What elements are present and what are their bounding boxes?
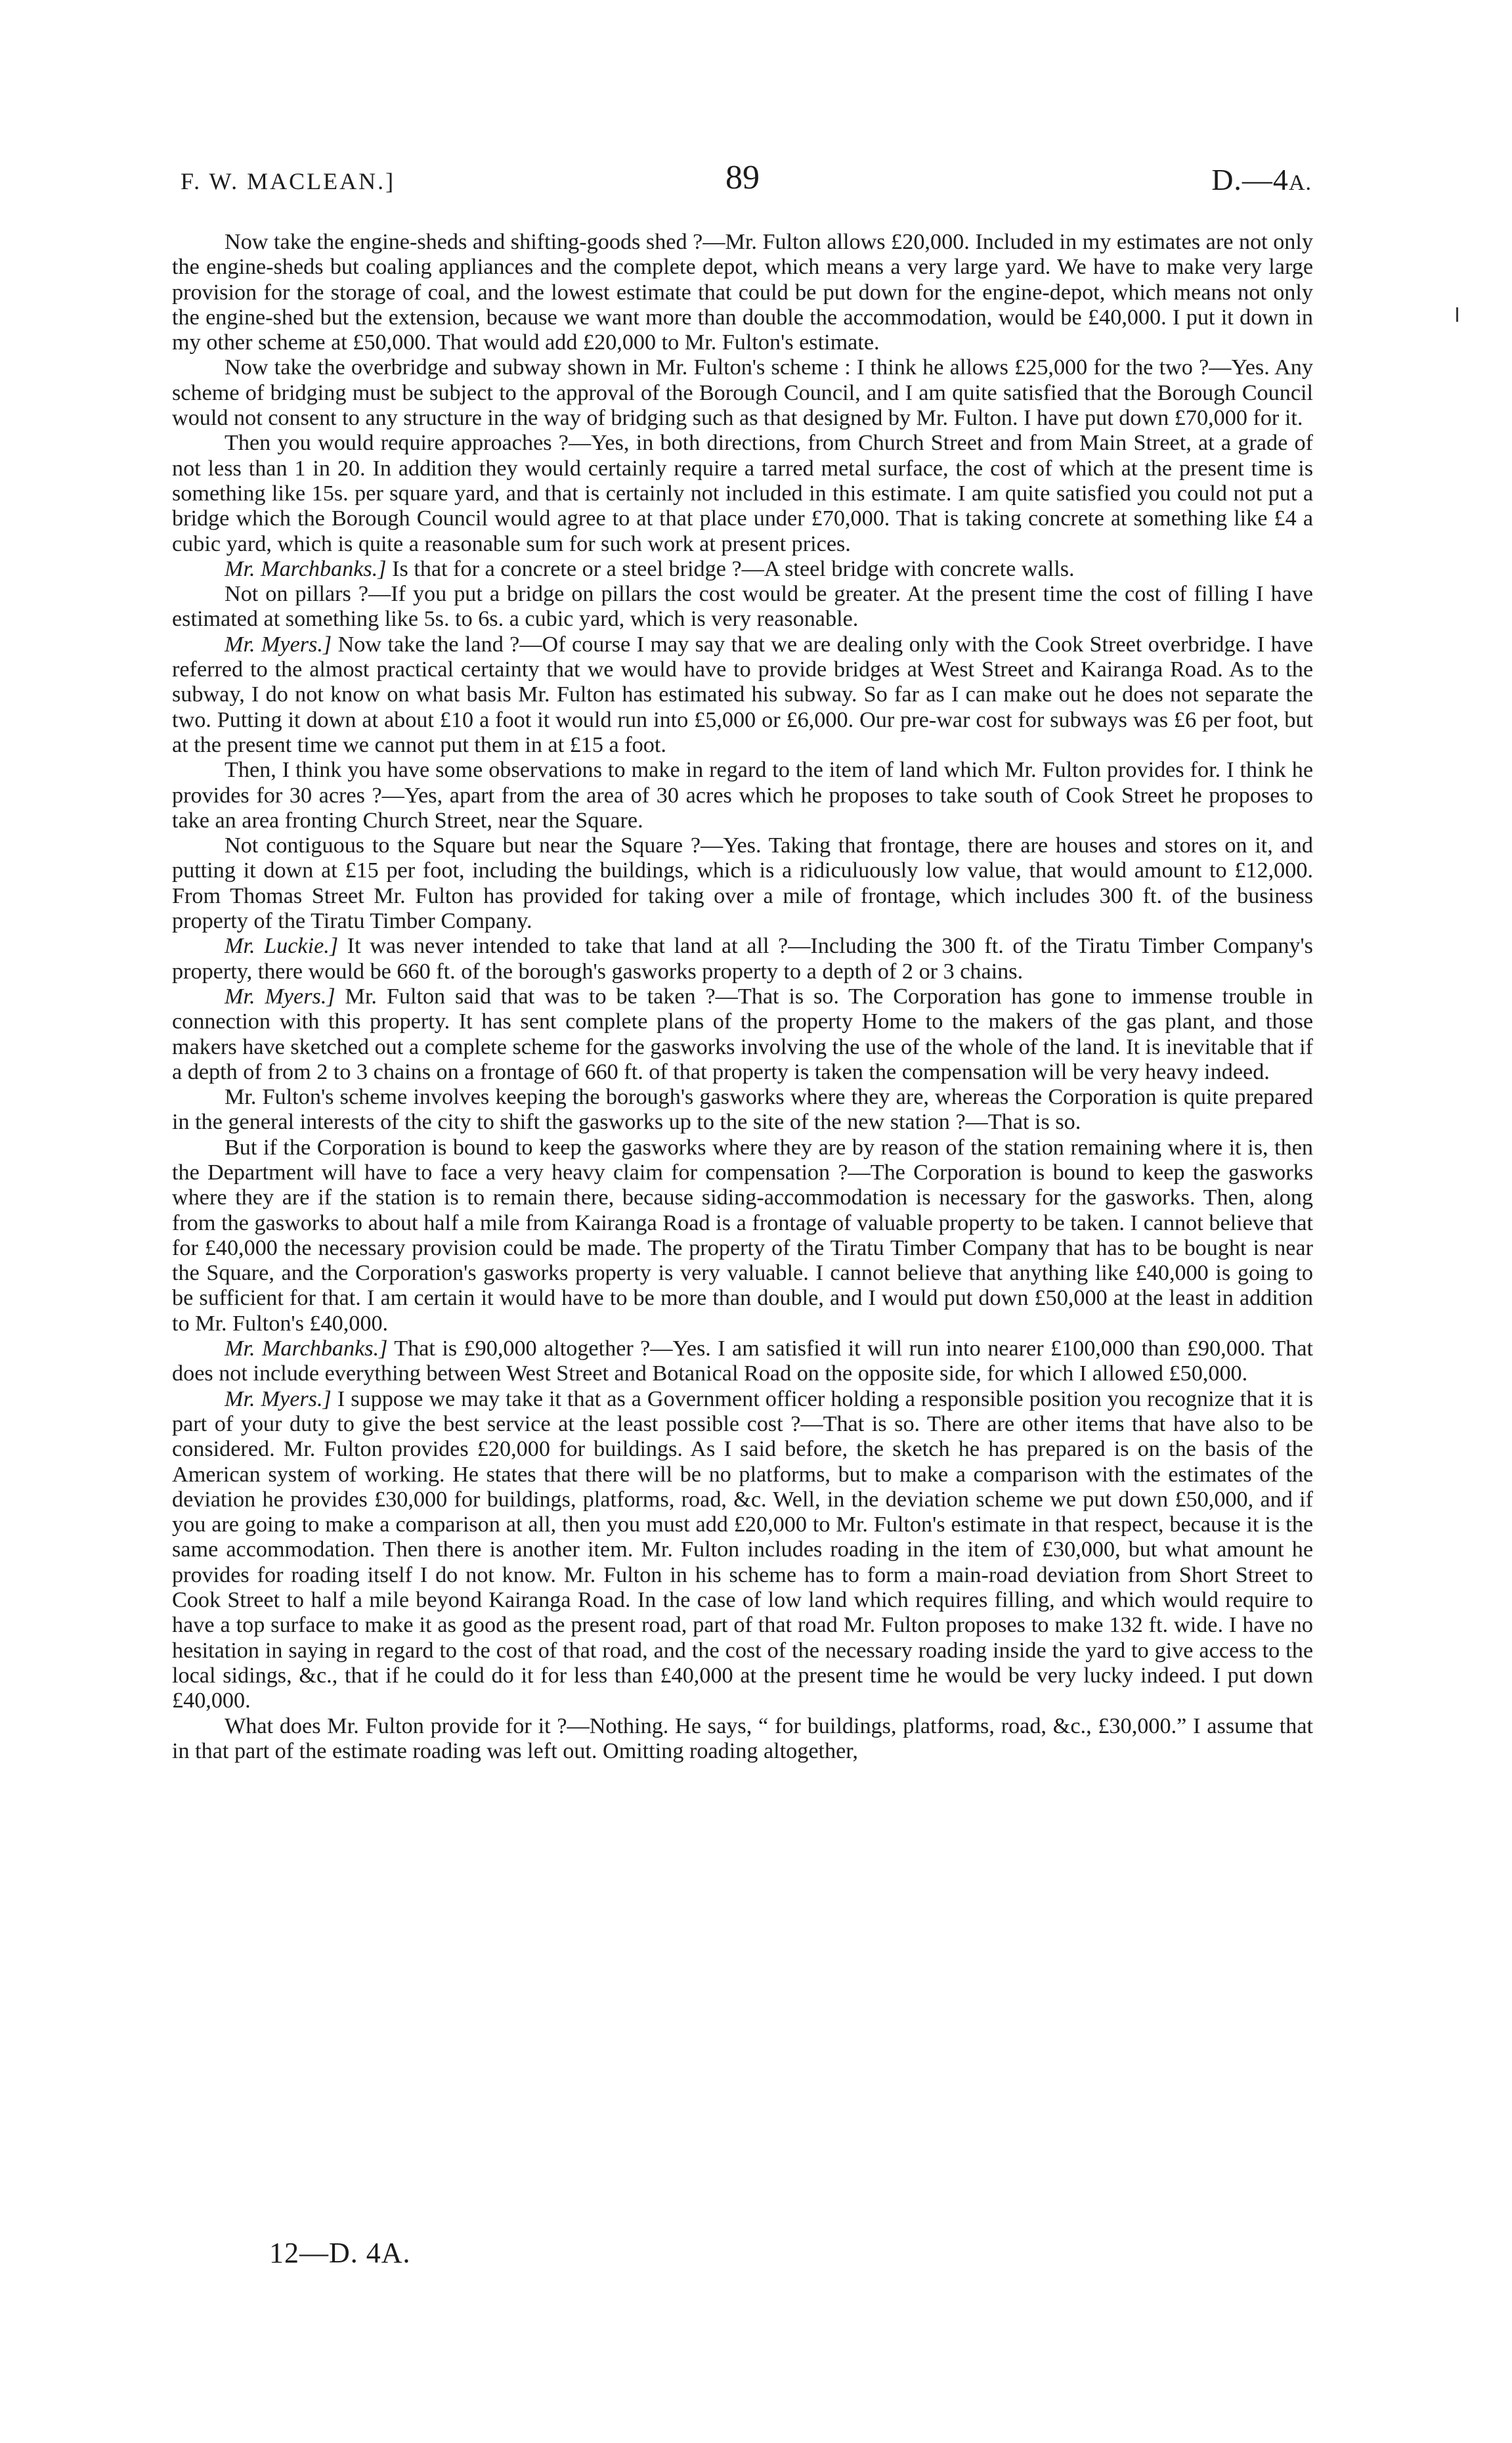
paragraph: [172, 355, 1313, 431]
paragraph: [172, 632, 1313, 758]
paragraph-text: Then you would require approaches ?—Yes, in both directions, from Church Street and from Main Street, at a grade of not less than 1 in 20. In addition they would certainly require a tarred metal surface, the cost of which at the present time is something like 15s. per square yard, and that is certainly not included in this estimate. I am quite satisfied you could not put a bridge which the Borough Council would agree to at that place under £70,000. That is taking concrete at something like £4 a cubic yard, which is quite a reasonable sum for such work at present prices.: [172, 431, 1313, 556]
paragraph-text: Mr. Fulton's scheme involves keeping the borough's gasworks where they are, whereas the Corporation is quite prepared in the general interests of the city to shift the gasworks up to the site of the new station ?—That is so.: [172, 1085, 1313, 1135]
paragraph-text: Not on pillars ?—If you put a bridge on pillars the cost would be greater. At the present time the cost of filling I have estimated at something like 5s. to 6s. a cubic yard, which is very reasonable.: [172, 582, 1313, 632]
paragraph: [172, 431, 1313, 556]
footer-signature: 12—D. 4A.: [269, 2237, 411, 2269]
paragraph-text: I suppose we may take it that as a Government officer holding a responsible position you recognize that it is part of your duty to give the best service at the least possible cost ?—That is so. There are other items that have also to be considered. Mr. Fulton provides £20,000 for buildings. As I said before, the sketch he has prepared is on the basis of the American system of working. He states that there will be no platforms, but to make a comparison with the estimates of the deviation he provides £30,000 for buildings, platforms, road, &c. Well, in the deviation scheme we put down £50,000, and if you are going to make a comparison at all, then you must add £20,000 to Mr. Fulton's estimate in that respect, because it is the same accommodation. Then there is another item. Mr. Fulton includes roading in the item of £30,000, but what amount he provides for roading itself I do not know. Mr. Fulton in his scheme has to form a main-road deviation from Short Street to Cook Street to half a mile beyond Kairanga Road. In the case of low land which requires filling, and which would require to have a top surface to make it as good as the present road, part of that road Mr. Fulton proposes to make 132 ft. wide. I have no hesitation in saying in regard to the cost of that road, and the cost of the necessary roading inside the yard to give access to the local sidings, &c., that if he could do it for less than £40,000 at the present time he would be very lucky indeed. I put down £40,000.: [172, 1386, 1314, 1713]
speaker-label: Mr. Myers.]: [225, 632, 332, 657]
paragraph: [172, 934, 1313, 984]
paragraph-text: But if the Corporation is bound to keep the gasworks where they are by reason of the station remaining where it is, then the Department will have to face a very heavy claim for compensation ?—The Corporation is bound to keep the gasworks where they are if the station is to remain there, because siding-accommodation is necessary for the gasworks. Then, along from the gasworks to about half a mile from Kairanga Road is a frontage of valuable property to be taken. I cannot believe that for £40,000 the necessary provision could be made. The property of the Tiratu Timber Company that has to be bought is near the Square, and the Corporation's gasworks property is very valuable. I cannot believe that anything like £40,000 is going to be sufficient for that. I am certain it would have to be more than double, and I would put down £50,000 at the least in addition to Mr. Fulton's £40,000.: [172, 1135, 1313, 1336]
body-text: [172, 230, 1313, 1764]
paragraph-text: It was never intended to take that land at all ?—Including the 300 ft. of the Tiratu Timber Company's property, there would be 660 ft. of the borough's gasworks property to a depth of 2 or 3 chains.: [172, 934, 1313, 984]
paragraph-text: Now take the overbridge and subway shown in Mr. Fulton's scheme : I think he allows £25,000 for the two ?—Yes. Any scheme of bridging must be subject to the approval of the Borough Council, and I am quite satisfied that the Borough Council would not consent to any structure in the way of bridging such as that designed by Mr. Fulton. I have put down £70,000 for it.: [172, 355, 1313, 431]
speaker-label: Mr. Myers.]: [225, 1386, 332, 1411]
paragraph: [172, 1336, 1313, 1387]
paragraph: [172, 557, 1313, 582]
speaker-label: Mr. Marchbanks.]: [225, 556, 387, 581]
paragraph: [172, 1085, 1313, 1135]
paragraph: [172, 984, 1313, 1085]
header-document-code: [1211, 162, 1312, 197]
header-witness-name: F. W. MACLEAN.]: [181, 168, 396, 194]
paragraph-text: That is £90,000 altogether ?—Yes. I am satisfied it will run into nearer £100,000 than £90,000. That does not include everything between West Street and Botanical Road on the opposite side, for which I allowed £50,000.: [172, 1336, 1314, 1386]
paragraph: [172, 1135, 1313, 1336]
speaker-label: Mr. Marchbanks.]: [225, 1336, 388, 1361]
paragraph-text: Then, I think you have some observations to make in regard to the item of land which Mr. Fulton provides for. I think he provides for 30 acres ?—Yes, apart from the area of 30 acres which he proposes to take south of Cook Street he proposes to take an area fronting Church Street, near the Square.: [172, 758, 1313, 833]
header-code-prefix: D.—4: [1211, 163, 1289, 196]
page-number: 89: [725, 159, 760, 196]
header-code-suffix: A.: [1288, 171, 1312, 195]
speaker-label: Mr. Luckie.]: [225, 934, 339, 959]
paragraph: [172, 758, 1313, 833]
paragraph: [172, 1387, 1313, 1714]
paragraph: [172, 833, 1313, 934]
paragraph-text: Now take the land ?—Of course I may say that we are dealing only with the Cook Street overbridge. I have referred to the almost practical certainty that we would have to provide bridges at West Street and Kairanga Road. As to the subway, I do not know on what basis Mr. Fulton has estimated his subway. So far as I can make out he does not separate the two. Putting it down at about £10 a foot it would run into £5,000 or £6,000. Our pre-war cost for subways was £6 per foot, but at the present time we cannot put them in at £15 a foot.: [172, 632, 1313, 757]
paragraph: [172, 230, 1313, 355]
page-header: [0, 159, 1512, 220]
paragraph-text: Now take the engine-sheds and shifting-goods shed ?—Mr. Fulton allows £20,000. Included in my estimates are not only the engine-sheds but coaling appliances and the complete depot, which means a very large yard. We have to make very large provision for the storage of coal, and the lowest estimate that could be put down for the engine-depot, which means not only the engine-shed but the extension, because we want more than double the accommodation, would be £40,000. I put it down in my other scheme at £50,000. That would add £20,000 to Mr. Fulton's estimate.: [172, 230, 1313, 355]
paragraph: [172, 1714, 1313, 1765]
paragraph-text: What does Mr. Fulton provide for it ?—Nothing. He says, “ for buildings, platforms, road, &c., £30,000.” I assume that in that part of the estimate roading was left out. Omitting roading altogether,: [172, 1713, 1313, 1763]
speaker-label: Mr. Myers.]: [225, 984, 335, 1009]
margin-mark: [1456, 307, 1458, 322]
paragraph: [172, 582, 1313, 632]
paragraph-text: Is that for a concrete or a steel bridge ?—A steel bridge with concrete walls.: [386, 556, 1075, 581]
paragraph-text: Mr. Fulton said that was to be taken ?—That is so. The Corporation has gone to immense trouble in connection with this property. It has sent complete plans of the property Home to the makers of the gas plant, and those makers have sketched out a complete scheme for the gasworks involving the use of the whole of the land. It is inevitable that if a depth of from 2 to 3 chains on a frontage of 660 ft. of that property is taken the compensation will be very heavy indeed.: [172, 984, 1313, 1084]
paragraph-text: Not contiguous to the Square but near the Square ?—Yes. Taking that frontage, there are houses and stores on it, and putting it down at £15 per foot, including the buildings, which is a ridiculuously low value, that would amount to £12,000. From Thomas Street Mr. Fulton has provided for taking over a mile of frontage, which includes 300 ft. of the business property of the Tiratu Timber Company.: [172, 833, 1313, 934]
